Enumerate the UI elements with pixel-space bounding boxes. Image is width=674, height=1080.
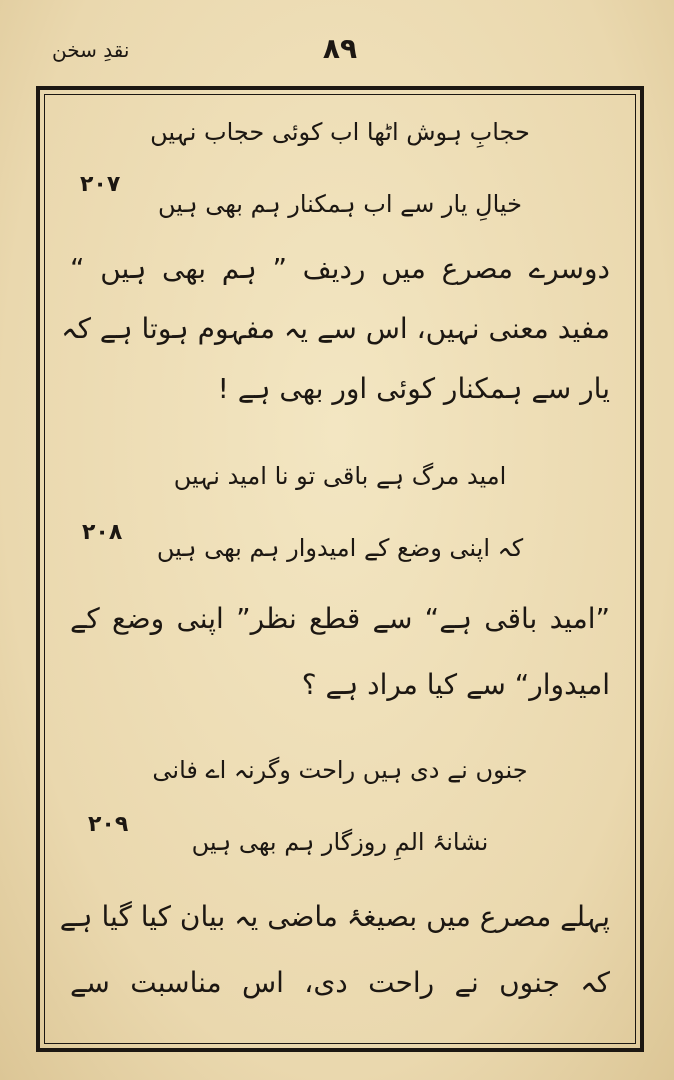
- verse-number: ۲۰۸: [82, 520, 123, 545]
- running-header-title: نقدِ سخن: [52, 38, 130, 62]
- commentary-line: یار سے ہمکنار کوئی اور بھی ہے !: [217, 372, 610, 405]
- verse-line: حجابِ ہوش اٹھا اب کوئی حجاب نہیں: [150, 118, 530, 146]
- commentary-line: مفید معنی نہیں، اس سے یہ مفہوم ہوتا ہے کہ: [61, 312, 610, 345]
- commentary-line: دوسرے مصرع میں ردیف ” ہم بھی ہیں “: [70, 252, 610, 285]
- verse-line: جنوں نے دی ہیں راحت وگرنہ اے فانی: [152, 756, 528, 784]
- commentary-line: ”امید باقی ہے“ سے قطع نظر” اپنی وضع کے: [70, 602, 610, 635]
- page-number: ۸۹: [322, 32, 358, 65]
- verse-line: امید مرگ ہے باقی تو نا امید نہیں: [173, 462, 507, 490]
- commentary-line: کہ جنوں نے راحت دی، اس مناسبت سے: [70, 966, 610, 999]
- verse-line: نشانۂ المِ روزگار ہم بھی ہیں: [191, 828, 489, 856]
- verse-line: خیالِ یار سے اب ہمکنار ہم بھی ہیں: [158, 190, 522, 218]
- verse-line: کہ اپنی وضع کے امیدوار ہم بھی ہیں: [156, 534, 524, 562]
- commentary-line: پہلے مصرع میں بصیغۂ ماضی یہ بیان کیا گیا ہے: [59, 900, 610, 933]
- verse-number: ۲۰۹: [88, 812, 129, 837]
- commentary-line: امیدوار“ سے کیا مراد ہے ؟: [301, 668, 610, 701]
- verse-number: ۲۰۷: [80, 172, 121, 197]
